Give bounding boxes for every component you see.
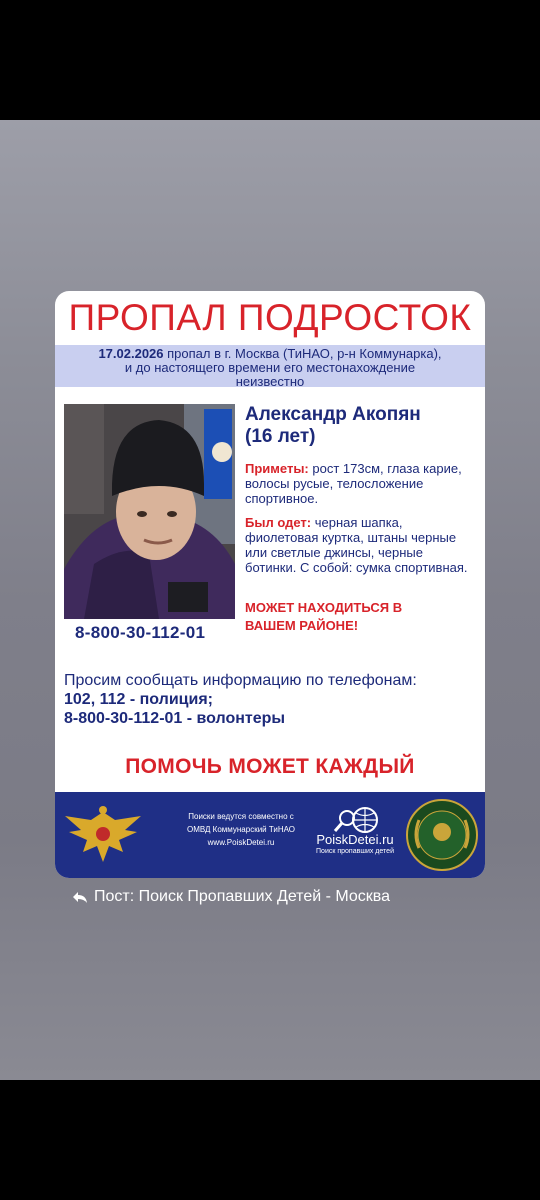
date-strip [55, 345, 485, 387]
person-age: (16 лет) [245, 426, 316, 447]
date-text-1: пропал в г. Москва (ТиНАО, р-н Коммунарка), [163, 346, 442, 361]
warning-line-2: ВАШЕМ РАЙОНЕ! [245, 618, 359, 633]
volunteer-phone[interactable]: 8-800-30-112-01 - волонтеры [64, 710, 286, 727]
warning-line-1: МОЖЕТ НАХОДИТЬСЯ В [245, 600, 403, 615]
police-phones[interactable]: 102, 112 - полиция; [64, 691, 213, 708]
ask-line: Просим сообщать информацию по телефонам: [64, 672, 417, 689]
poisk-subtitle: Поиск пропавших детей [316, 848, 394, 855]
poster-title: ПРОПАЛ ПОДРОСТОК [68, 297, 472, 338]
help-slogan: ПОМОЧЬ МОЖЕТ КАЖДЫЙ [125, 755, 415, 778]
date-text-3: неизвестно [235, 374, 305, 389]
date-text-2: и до настоящего времени его местонахождение [124, 360, 416, 375]
person-name-line: Александр Акопян [245, 404, 421, 425]
phone-under-photo[interactable]: 8-800-30-112-01 [75, 623, 206, 642]
post-link[interactable] [72, 888, 390, 906]
footer-line-1: Поиски ведутся совместно с [188, 812, 294, 821]
missing-date: 17.02.2026 [98, 346, 164, 361]
signs-label: Приметы: [245, 461, 309, 476]
poisk-brand: PoiskDetei.ru [316, 832, 394, 847]
post-link-label: Пост: Поиск Пропавших Детей - Москва [94, 888, 391, 905]
missing-person-photo [64, 404, 235, 619]
clothes-label: Был одет: [245, 515, 312, 530]
clothes-text: черная шапка, фиолетовая куртка, штаны черные или светлые джинсы, черные ботинки. С собой: сумка спортивная. [245, 515, 468, 575]
signs-block [245, 461, 477, 506]
footer-line-2: ОМВД Коммунарский ТиНАО [186, 825, 296, 834]
poster-footer [55, 792, 485, 878]
person-name [245, 404, 475, 448]
contact-block [64, 671, 479, 728]
eagle-emblem-icon [63, 802, 143, 868]
warning-block [245, 599, 477, 635]
volunteer-badge-icon [405, 798, 479, 872]
clothes-block [245, 515, 477, 575]
footer-site[interactable]: www.PoiskDetei.ru [207, 838, 275, 847]
signs-text: рост 173см, глаза карие, волосы русые, телосложение спортивное. [245, 461, 462, 506]
footer-text [171, 810, 311, 849]
missing-poster[interactable] [55, 291, 485, 878]
reply-arrow-icon [72, 889, 88, 905]
